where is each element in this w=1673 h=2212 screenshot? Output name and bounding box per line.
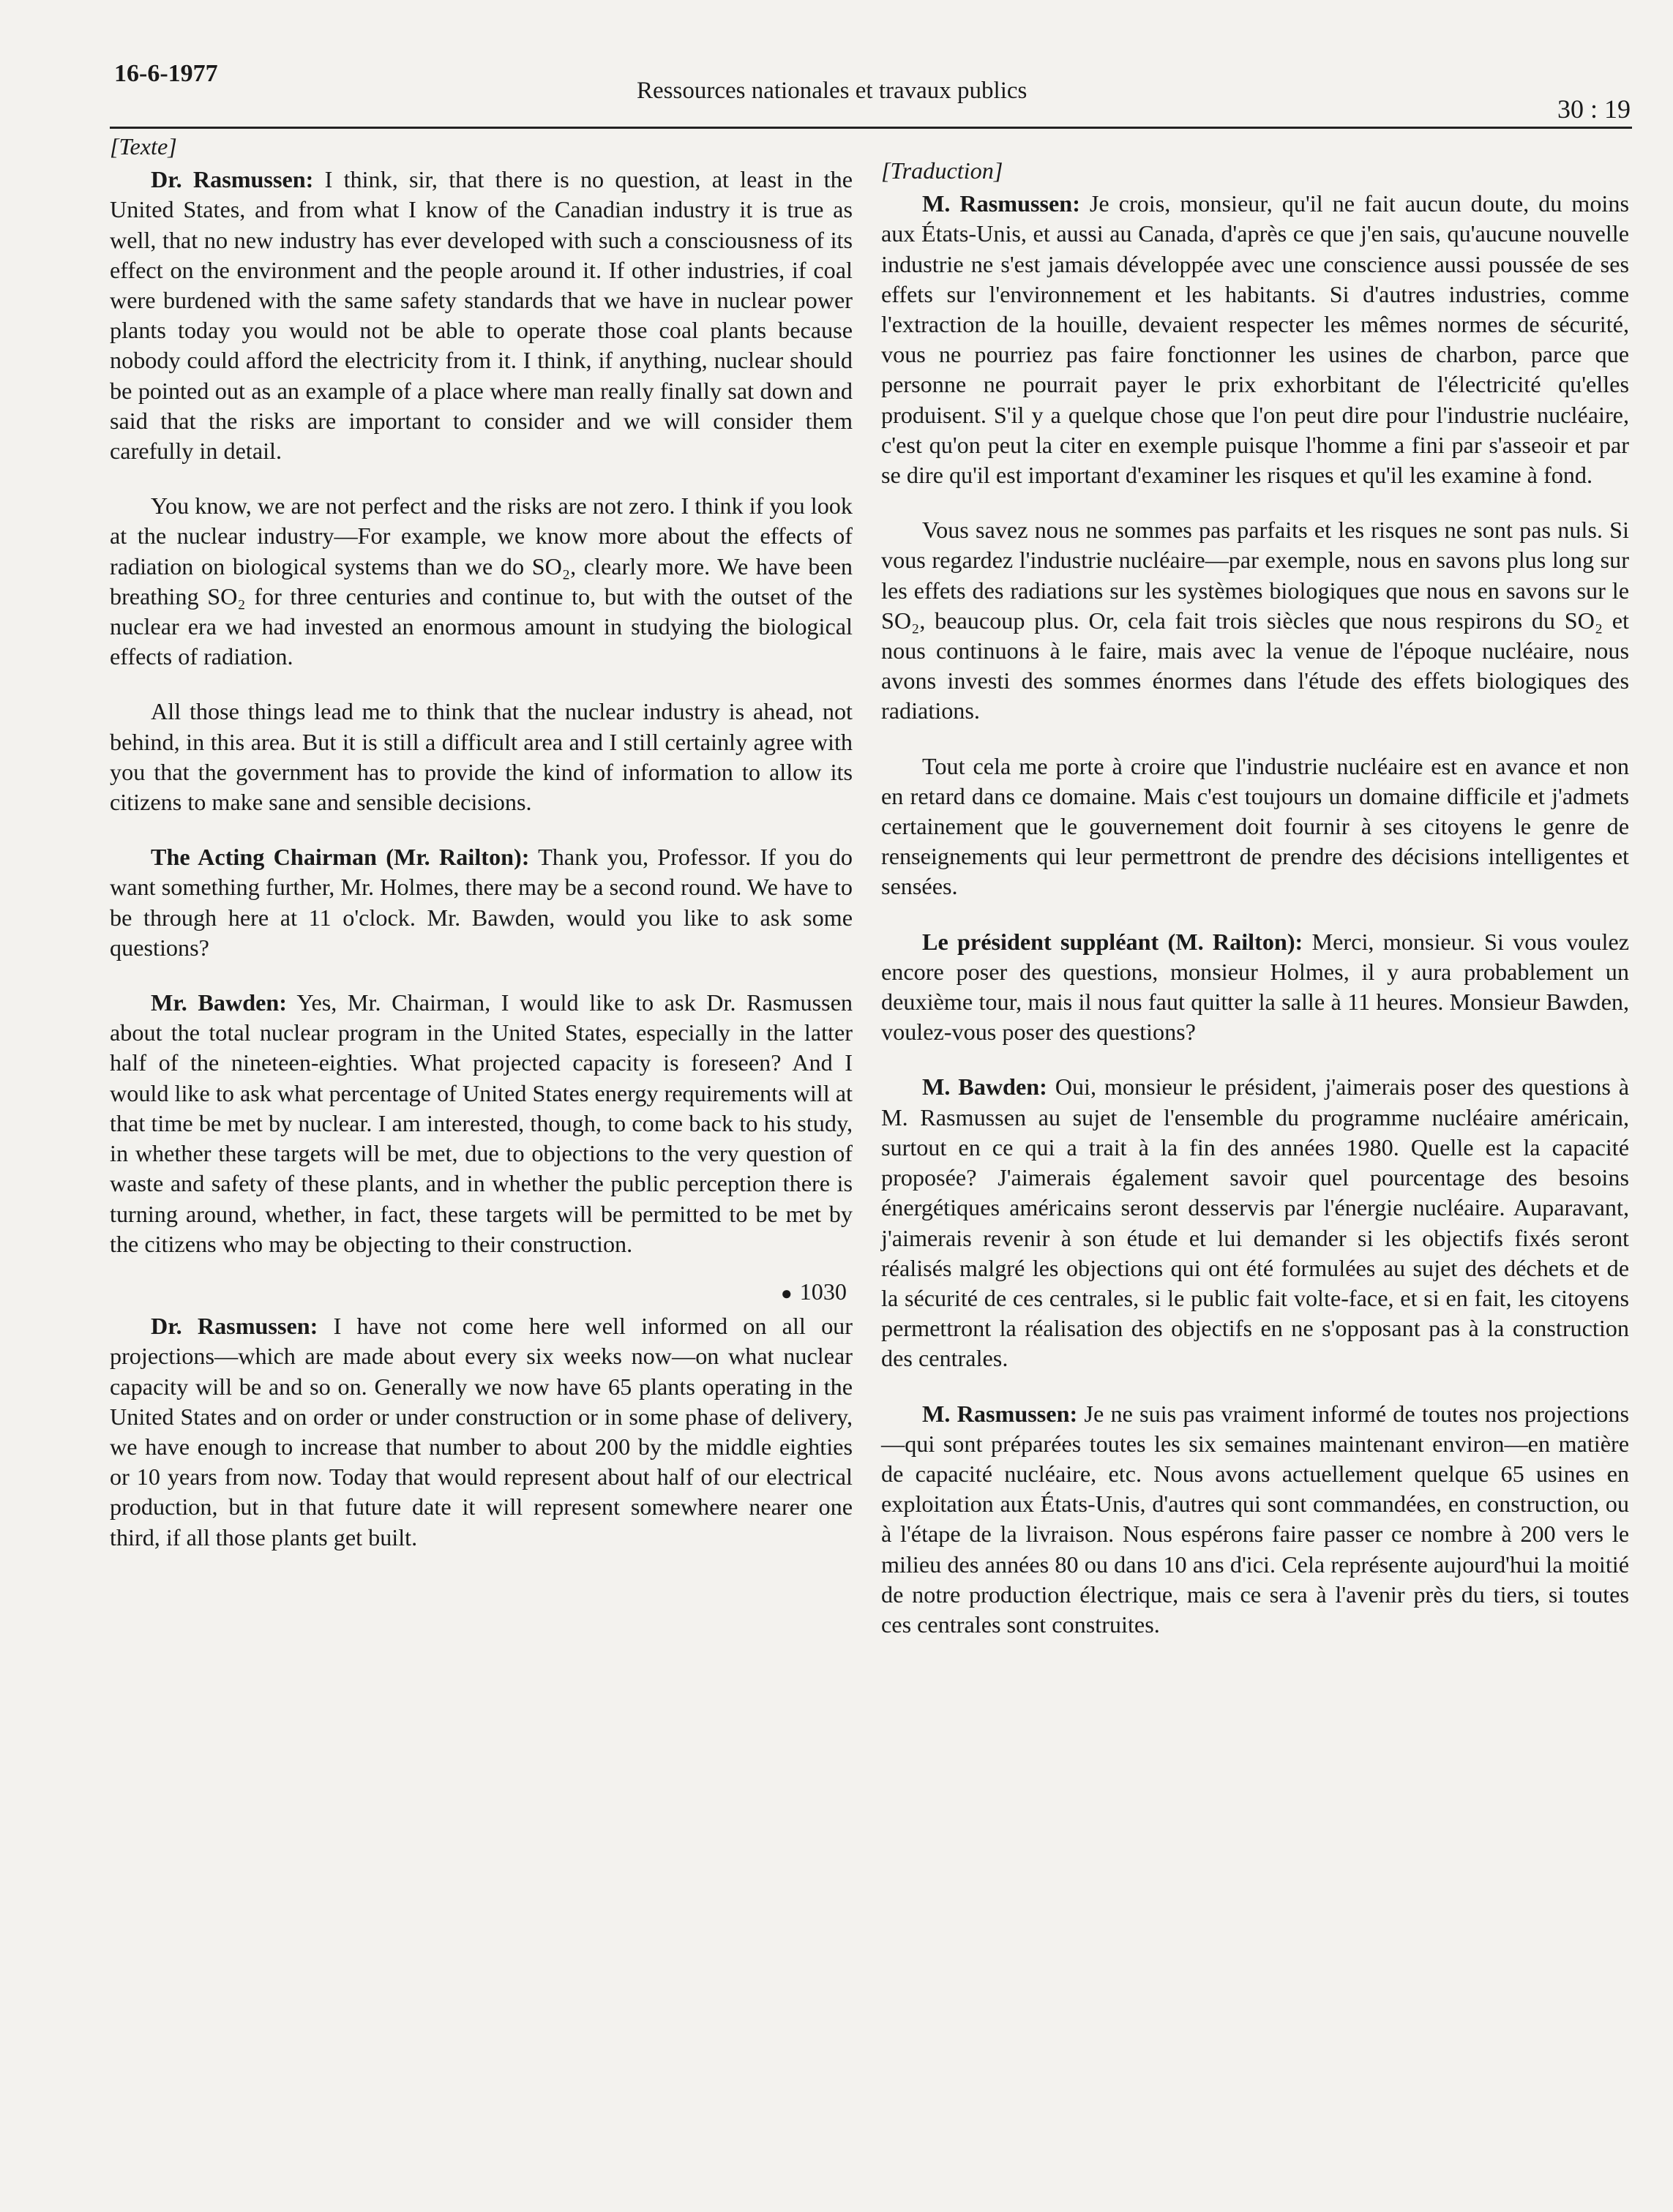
paragraph-text: All those things lead me to think that the nuclear industry is ahead, not behind, in this area. But it is still a difficult area and I still certainly agree with you that the government has to provide the kind of information to allow its citizens to make sane and sensible decisions. — [110, 698, 853, 816]
paragraph-text: You know, we are not perfect and the risks are not zero. I think if you look at the nuclear industry—For example, we know more about the effects of radiation on biological systems than we do SO₂, clearly more. We have been breathing SO₂ for three centuries and continue to, but with the outset of the nuclear era we had invested an enormous amount in studying the biological effects of radiation. — [110, 492, 853, 670]
paragraph — [881, 1072, 1629, 1373]
paragraph-text: Tout cela me porte à croire que l'industrie nucléaire est en avance et non en retard dans ce domaine. Mais c'est toujours un domaine difficile et j'admets certainement que le gouvernement doit fournir à ses citoyens le genre de renseignements qui leur permettront de prendre des décisions intelligentes et sensées. — [881, 752, 1629, 900]
speaker-name: Le président suppléant (M. Railton): — [922, 928, 1303, 955]
paragraph — [110, 697, 853, 817]
speaker-name: M. Rasmussen: — [922, 1400, 1078, 1427]
english-column — [110, 132, 853, 1578]
paragraph — [110, 491, 853, 672]
header-rule — [110, 127, 1632, 129]
paragraph — [881, 927, 1629, 1048]
paragraph — [110, 1311, 853, 1553]
header-title: Ressources nationales et travaux publics — [637, 78, 1028, 104]
bullet-icon: ● — [780, 1282, 793, 1304]
time-marker — [110, 1277, 853, 1308]
paragraph-text: I think, sir, that there is no question, at least in the United States, and from what I know of the Canadian industry it is true as well, that no new industry has ever developed with such a consciousness of its effect on the environment and the people around it. If other industries, if coal were burdened with the same safety standards that we have in nuclear power plants today you would not be able to operate those coal plants because nobody could afford the electricity from it. I think, if anything, nuclear should be pointed out as an example of a place where man really finally sat down and said that the risks are important to consider and we will consider them carefully in detail. — [110, 166, 853, 465]
paragraph-text: Oui, monsieur le président, j'aimerais poser des questions à M. Rasmussen au sujet de l'ensemble du programme nucléaire américain, surtout en ce qui a trait à la fin des années 1980. Quelle est la capacité proposée? J'aimerais également savoir quel pourcentage des besoins énergétiques américains seront desservis par l'énergie nucléaire. Auparavant, j'aimerais revenir à son étude et lui demander si les objectifs fixés seront réalisés malgré les objections qui ont été formulées au sujet des déchets et de la sécurité de ces centrales, si le public fait volte-face, et si en fait, les citoyens permettront la réalisation des objectifs en ne s'opposant pas à la construction des centrales. — [881, 1073, 1629, 1372]
speaker-name: Mr. Bawden: — [151, 989, 287, 1016]
paragraph — [881, 189, 1629, 490]
paragraph-text: Yes, Mr. Chairman, I would like to ask Dr. Rasmussen about the total nuclear program in the United States, especially in the latter half of the nineteen-eighties. What projected capacity is foreseen? And I would like to ask what percentage of United States energy requirements will at that time be met by nuclear. I am interested, though, to come back to his study, in whether these targets will be met, due to objections to the very question of waste and safety of these plants, and in whether the public perception there is turning around, whether, in fact, these targets will be permitted to be met by the citizens who may be objecting to their construction. — [110, 989, 853, 1257]
paragraph-text: Merci, monsieur. Si vous voulez encore poser des questions, monsieur Holmes, il y aura probablement un deuxième tour, mais il nous faut quitter la salle à 11 heures. Monsieur Bawden, voulez-vous poser des questions? — [881, 928, 1629, 1046]
speaker-name: M. Rasmussen: — [922, 190, 1080, 217]
header-page-number: 30 : 19 — [1557, 94, 1631, 124]
paragraph-text: Je crois, monsieur, qu'il ne fait aucun doute, du moins aux États-Unis, et aussi au Canada, d'après ce que j'en sais, qu'aucune nouvelle industrie ne s'est jamais développée avec une conscience aussi poussée de ses effets sur l'environnement et les habitants. Si d'autres industries, comme l'extraction de la houille, devaient respecter les mêmes normes de sécurité, vous ne pourriez pas faire fonctionner les usines de charbon, parce que personne ne pourrait payer le prix exhorbitant de l'électricité qu'elles produisent. S'il y a quelque chose que l'on peut dire pour l'industrie nucléaire, c'est qu'on peut la citer en exemple puisque l'homme a fini par s'asseoir et par se dire qu'il est important d'examiner les risques et qu'il les examine à fond. — [881, 190, 1629, 489]
speaker-name: The Acting Chairman (Mr. Railton): — [151, 844, 530, 871]
speaker-name: Dr. Rasmussen: — [151, 166, 314, 193]
french-column — [881, 156, 1629, 1665]
section-label-texte: [Texte] — [110, 133, 177, 160]
section-label-traduction: [Traduction] — [881, 157, 1003, 184]
speaker-name: Dr. Rasmussen: — [151, 1313, 318, 1340]
header-date: 16-6-1977 — [114, 60, 218, 87]
page-header — [0, 57, 1673, 123]
paragraph — [110, 165, 853, 466]
paragraph — [881, 1399, 1629, 1641]
paragraph-text: Thank you, Professor. If you do want something further, Mr. Holmes, there may be a second round. We have to be through here at 11 o'clock. Mr. Bawden, would you like to ask some questions? — [110, 844, 853, 961]
time-marker-value: 1030 — [799, 1278, 847, 1305]
paragraph — [881, 751, 1629, 902]
paragraph — [110, 988, 853, 1259]
paragraph — [881, 515, 1629, 726]
paragraph-text: Je ne suis pas vraiment informé de toutes nos projections—qui sont préparées toutes les six semaines maintenant environ—en matière de capacité nucléaire, etc. Nous avons actuellement quelque 65 usines en exploitation aux États-Unis, d'autres qui sont commandées, en construction, ou à l'étape de la livraison. Nous espérons faire passer ce nombre à 200 vers le milieu des années 80 ou dans 10 ans d'ici. Cela représente aujourd'hui la moitié de notre production électrique, mais ce sera à l'avenir près du tiers, si toutes ces centrales sont construites. — [881, 1400, 1629, 1638]
paragraph-text: Vous savez nous ne sommes pas parfaits et les risques ne sont pas nuls. Si vous regardez l'industrie nucléaire—par exemple, nous en savons plus long sur les effets des radiations sur les systèmes biologiques que nous en savons sur le SO₂, beaucoup plus. Or, cela fait trois siècles que nous respirons du SO₂ et nous continuons à le faire, mais avec la venue de l'époque nucléaire, nous avons investi des sommes énormes dans l'étude des effets biologiques des radiations. — [881, 517, 1629, 724]
speaker-name: M. Bawden: — [922, 1073, 1047, 1101]
paragraph-text: I have not come here well informed on all our projections—which are made about every six weeks now—on what nuclear capacity will be and so on. Generally we now have 65 plants operating in the United States and on order or under construction or in some phase of delivery, we have enough to increase that number to about 200 by the middle eighties or 10 years from now. Today that would represent about half of our electrical production, but in that future date it will represent somewhere nearer one third, if all those plants get built. — [110, 1313, 853, 1551]
paragraph — [110, 842, 853, 963]
